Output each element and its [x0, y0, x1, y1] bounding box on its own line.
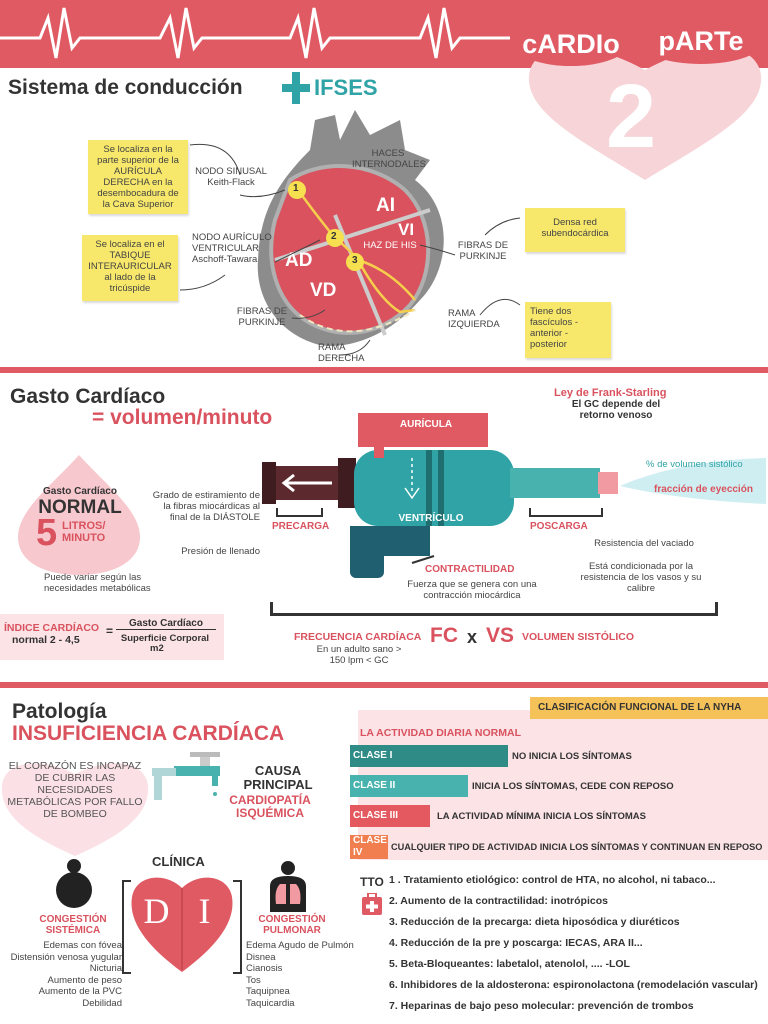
indice-den: Superficie Corporal: [120, 633, 210, 644]
nyha-class-2: CLASE II: [350, 775, 468, 797]
nyha-class-1: CLASE I: [350, 745, 508, 767]
ic-title: INSUFICIENCIA CARDÍACA: [12, 722, 285, 745]
label-auricula: AURÍCULA: [399, 419, 453, 430]
label-nodo-sinusal: NODO SINUSAL Keith-Flack: [195, 166, 267, 188]
pulm-item: Cianosis: [246, 963, 283, 974]
divider-1: [0, 367, 768, 373]
causa-value: CARDIOPATÍA ISQUÉMICA: [229, 793, 311, 820]
label-nodo-av: NODO AURÍCULO VENTRICULAR Aschoff-Tawara: [192, 232, 272, 265]
sist-item: Debilidad: [82, 997, 122, 1009]
section-title-conduccion: Sistema de conducción: [8, 76, 243, 99]
frank-text: El GC depende del retorno venoso: [571, 399, 661, 421]
marker-label-1: 1: [293, 183, 299, 194]
pulm-item: Tos: [246, 974, 261, 986]
chamber-vd: VD: [310, 280, 337, 301]
tto-item: 3. Reducción de la precarga: dieta hiposódica y diuréticos: [389, 916, 680, 928]
vs-label: VOLUMEN SISTÓLICO: [522, 631, 635, 643]
chamber-ad: AD: [285, 250, 313, 271]
pulm-item: Disnea: [246, 951, 276, 963]
tto-item: 7. Heparinas de bajo peso molecular: prevención de trombos: [389, 1000, 694, 1012]
tto-item: 2. Aumento de la contractilidad: inotrópicos: [389, 895, 608, 907]
divider-2: [0, 682, 768, 688]
note-av: Se localiza en el TABIQUE INTERAURICULAR al lado de la tricúspide: [82, 235, 178, 301]
drop-title: Gasto Cardíaco: [43, 486, 117, 497]
note-rama: Tiene dos fascículos - anterior - posterior: [525, 302, 611, 358]
nyha-title: CLASIFICACIÓN FUNCIONAL DE LA NYHA: [530, 697, 768, 719]
label-fibras-right: FIBRAS DE PURKINJE: [457, 240, 509, 262]
nyha-text-2: INICIA LOS SÍNTOMAS, CEDE CON REPOSO: [472, 781, 674, 792]
indice-num: Gasto Cardíaco: [116, 618, 216, 630]
presion-desc: Presión de llenado: [181, 546, 260, 557]
bracket-left: [122, 880, 131, 974]
sist-item: Aumento de la PVC: [38, 986, 122, 997]
sist-item: Aumento de peso: [47, 974, 122, 986]
label-haces: HACES INTERNODALES: [352, 148, 426, 170]
causa-label: CAUSA PRINCIPAL: [243, 763, 313, 792]
nyha-sub: LA ACTIVIDAD DIARIA NORMAL: [360, 727, 521, 739]
nyha-text-4: CUALQUIER TIPO DE ACTIVIDAD INICIA LOS SÍNTOMAS Y CONTINUAN EN REPOSO: [391, 842, 763, 852]
gasto-subtitle: = volumen/minuto: [92, 406, 273, 429]
header-title-1: cARDIo: [514, 22, 628, 66]
chamber-ai: AI: [376, 195, 395, 216]
clinica-letters: D I: [143, 891, 221, 931]
person-body-icon: [54, 858, 94, 910]
indice-exp: m2: [150, 643, 164, 654]
section-title-patologia: Patología: [12, 700, 107, 723]
label-fibras-left: FIBRAS DE PURKINJE: [236, 306, 288, 328]
nyha-text-3: LA ACTIVIDAD MÍNIMA INICIA LOS SÍNTOMAS: [437, 811, 646, 822]
vary-note: Puede variar según las necesidades metabólicas: [44, 572, 151, 594]
drop-value: 5: [36, 512, 58, 554]
sist-item: Nicturia: [89, 963, 122, 974]
cong-pulm: CONGESTIÓN PULMONAR: [258, 914, 326, 936]
eyeccion-1: % de volumen sistólico: [646, 459, 743, 470]
fc-desc: En un adulto sano > 150 lpm < GC: [316, 644, 402, 666]
marker-label-2: 2: [331, 231, 337, 242]
label-poscarga: POSCARGA: [530, 521, 588, 532]
sist-item: Edemas con fóvea: [43, 940, 122, 951]
indice-label: ÍNDICE CARDÍACO: [4, 622, 100, 634]
nyha-text-1: NO INICIA LOS SÍNTOMAS: [512, 751, 632, 762]
label-contractilidad: CONTRACTILIDAD: [425, 564, 515, 575]
indice-normal: normal 2 - 4,5: [12, 634, 80, 646]
poscarga-desc1: Resistencia del vaciado: [594, 538, 694, 549]
label-rama-der: RAMA DERECHA: [318, 342, 365, 364]
poscarga-desc2: Está condicionada por la resistencia de los vasos y su calibre: [580, 561, 702, 594]
tto-label: TTO: [360, 875, 384, 889]
note-sinusal: Se localiza en la parte superior de la AURÍCULA DERECHA en la desembocadura de la Cava Superior: [88, 140, 188, 214]
tto-item: 6. Inhibidores de la aldosterona: espironolactona (remodelación vascular): [389, 979, 758, 991]
clinica-label: CLÍNICA: [152, 854, 205, 869]
marker-label-3: 3: [352, 255, 358, 266]
sist-item: Distensión venosa yugular: [10, 951, 122, 963]
pulm-item: Taquipnea: [246, 986, 290, 997]
pulm-list: [246, 940, 366, 1009]
nyha-class-3: CLASE III: [350, 805, 430, 827]
tto-item: 5. Beta-Bloqueantes: labetalol, atenolol, .... -LOL: [389, 958, 630, 970]
header-number: 2: [606, 67, 657, 167]
indice-eq: =: [106, 624, 114, 638]
fc-symbol: FC: [430, 624, 458, 647]
bracket: [270, 602, 718, 616]
tto-item: 1 . Tratamiento etiológico: control de HTA, no alcohol, ni tabaco...: [389, 874, 716, 886]
header-title-2: pARTe: [638, 18, 764, 64]
section-title-gasto: Gasto Cardíaco: [10, 385, 166, 408]
lungs-icon: [266, 860, 310, 912]
drop-unit: LITROS/ MINUTO: [62, 520, 106, 544]
pulm-item: Taquicardia: [246, 997, 295, 1009]
note-purkinje: Densa red subendocárdica: [525, 208, 625, 252]
contractilidad-desc: Fuerza que se genera con una contracción miocárdica: [407, 579, 537, 601]
ic-heart-text: EL CORAZÓN ES INCAPAZ DE CUBRIR LAS NECESIDADES METABÓLICAS POR FALLO DE BOMBEO: [7, 760, 143, 820]
frank-title: Ley de Frank-Starling: [554, 387, 667, 399]
x-symbol: x: [467, 627, 478, 647]
eyeccion-2: fracción de eyección: [654, 484, 753, 495]
tto-item: 4. Reducción de la pre y poscarga: IECAS, ARA II...: [389, 937, 643, 949]
cong-sist: CONGESTIÓN SISTÉMICA: [39, 914, 107, 936]
sist-list: [2, 940, 122, 1009]
nyha-class-4: CLASE IV: [350, 835, 388, 859]
chamber-vi: VI: [398, 220, 415, 239]
drop-normal: NORMAL: [38, 497, 122, 518]
logo-text: IFSES: [314, 75, 378, 100]
bracket-right: [233, 880, 242, 974]
vs-symbol: VS: [486, 624, 515, 647]
label-ventriculo: VENTRÍCULO: [398, 513, 464, 524]
label-precarga: PRECARGA: [272, 521, 330, 532]
label-rama-izq: RAMA IZQUIERDA: [448, 308, 500, 330]
label-haz-his: HAZ DE HIS: [363, 240, 417, 251]
pump-diagram: [262, 408, 622, 583]
precarga-desc: Grado de estiramiento de la fibras miocárdicas al final de la DIÁSTOLE: [152, 490, 260, 523]
fc-label: FRECUENCIA CARDÍACA: [294, 631, 422, 643]
medkit-icon: [362, 893, 382, 915]
pulm-item: Edema Agudo de Pulmón: [246, 940, 354, 951]
